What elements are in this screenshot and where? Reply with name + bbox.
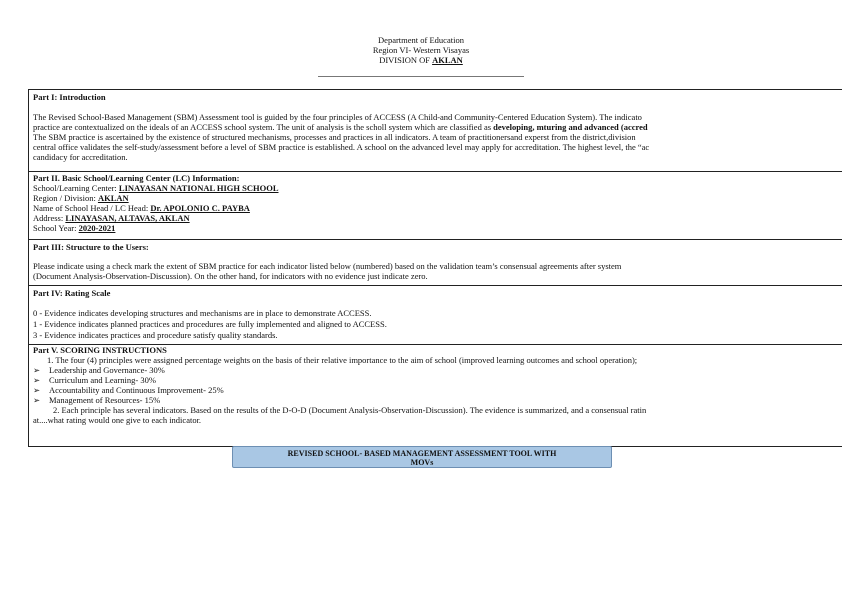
- bullet-arrow-icon: ➢: [33, 365, 41, 375]
- principle-label: Management of Resources- 15%: [49, 395, 161, 405]
- school-value: LINAYASAN NATIONAL HIGH SCHOOL: [118, 183, 279, 193]
- scoring-step-2-cont: at....what rating would one give to each indicator.: [33, 415, 202, 425]
- scoring-step-2: 2. Each principle has several indicators. Based on the results of the D-O-D (Document Analysis-Observation-Discussion). The evidence is summarized, and a consensual ratin: [53, 405, 647, 415]
- bullet-arrow-icon: ➢: [33, 375, 41, 385]
- department-heading: Department of Education: [378, 35, 464, 45]
- assessment-form: [28, 89, 842, 447]
- part3-section: [29, 239, 842, 286]
- principle-item: [33, 385, 224, 395]
- part1-line: central office validates the self-study/assessment before a level of SBM practice is established. A school on the advanced level may apply for accreditation. The highest level, the “ac: [33, 142, 650, 152]
- region-heading: Region VI- Western Visayas: [372, 45, 470, 55]
- part1-section: [29, 90, 842, 171]
- bullet-arrow-icon: ➢: [33, 395, 41, 405]
- scoring-step-1: 1. The four (4) principles were assigned percentage weights on the basis of their relative importance to the aim of school (improved learning outcomes and school operation);: [47, 355, 638, 365]
- part1-line: candidacy for accreditation.: [33, 152, 128, 162]
- part1-line: The SBM practice is ascertained by the existence of structured mechanisms, processes and practices in all indicators. A team of practitionersand experst from the district,division: [33, 132, 636, 142]
- part4-title: Part IV: Rating Scale: [33, 288, 111, 298]
- principle-item: [33, 365, 165, 375]
- part1-line-text: practice are contextualized on the ideals of an ACCESS school system. The unit of analysis is the scholl system which are classified as: [33, 122, 494, 132]
- principle-label: Accountability and Continuous Improvement- 25%: [49, 385, 224, 395]
- principle-label: Leadership and Governance- 30%: [49, 365, 165, 375]
- rating-scale-3: 3 - Evidence indicates practices and procedure satisfy quality standards.: [33, 330, 278, 340]
- part2-title: Part II. Basic School/Learning Center (LC) Information:: [33, 173, 240, 183]
- part1-title: Part I: Introduction: [33, 92, 106, 102]
- banner-line-2: MOVs: [410, 458, 434, 467]
- part1-line-bold: developing, mturing and advanced (accred: [493, 122, 648, 132]
- head-row: [33, 203, 250, 213]
- address-row: [33, 213, 190, 223]
- division-heading: [0, 55, 842, 65]
- address-label: Address:: [33, 213, 66, 223]
- part2-section: [29, 171, 842, 240]
- rating-scale-1: 1 - Evidence indicates planned practices and procedures are fully implemented and aligned to ACCESS.: [33, 319, 387, 329]
- bullet-arrow-icon: ➢: [33, 385, 41, 395]
- part1-line: [33, 122, 648, 132]
- part3-line: Please indicate using a check mark the extent of SBM practice for each indicator listed below (numbered) based on the validation team’s consensual agreements after system: [33, 261, 622, 271]
- address-value: LINAYASAN, ALTAVAS, AKLAN: [65, 213, 190, 223]
- tool-title-banner: [232, 446, 612, 468]
- head-value: Dr. APOLONIO C. PAYBA: [150, 203, 250, 213]
- school-label: School/Learning Center:: [33, 183, 119, 193]
- part5-title: Part V. SCORING INSTRUCTIONS: [33, 345, 167, 355]
- principle-item: [33, 395, 160, 405]
- division-name: AKLAN: [432, 55, 463, 65]
- part3-line: (Document Analysis-Observation-Discussion). On the other hand, for indicators with no evidence just indicate zero.: [33, 271, 428, 281]
- division-prefix: DIVISION OF: [379, 55, 433, 65]
- banner-line-1: REVISED SCHOOL- BASED MANAGEMENT ASSESSMENT TOOL WITH: [287, 449, 557, 458]
- region-label: Region / Division:: [33, 193, 98, 203]
- school-row: [33, 183, 279, 193]
- part1-line: The Revised School-Based Management (SBM) Assessment tool is guided by the four principles of ACCESS (A Child-and Community-Centered Education System). The indicato: [33, 112, 642, 122]
- region-row: [33, 193, 129, 203]
- year-label: School Year:: [33, 223, 79, 233]
- year-value: 2020-2021: [78, 223, 116, 233]
- region-value: AKLAN: [97, 193, 129, 203]
- year-row: [33, 223, 115, 233]
- part5-section: [29, 344, 842, 447]
- rating-scale-0: 0 - Evidence indicates developing structures and mechanisms are in place to demonstrate ACCESS.: [33, 308, 372, 318]
- head-label: Name of School Head / LC Head:: [33, 203, 151, 213]
- header-rule: [318, 76, 524, 77]
- part3-title: Part III: Structure to the Users:: [33, 242, 149, 252]
- part4-section: [29, 285, 842, 345]
- principle-label: Curriculum and Learning- 30%: [49, 375, 156, 385]
- principle-item: [33, 375, 156, 385]
